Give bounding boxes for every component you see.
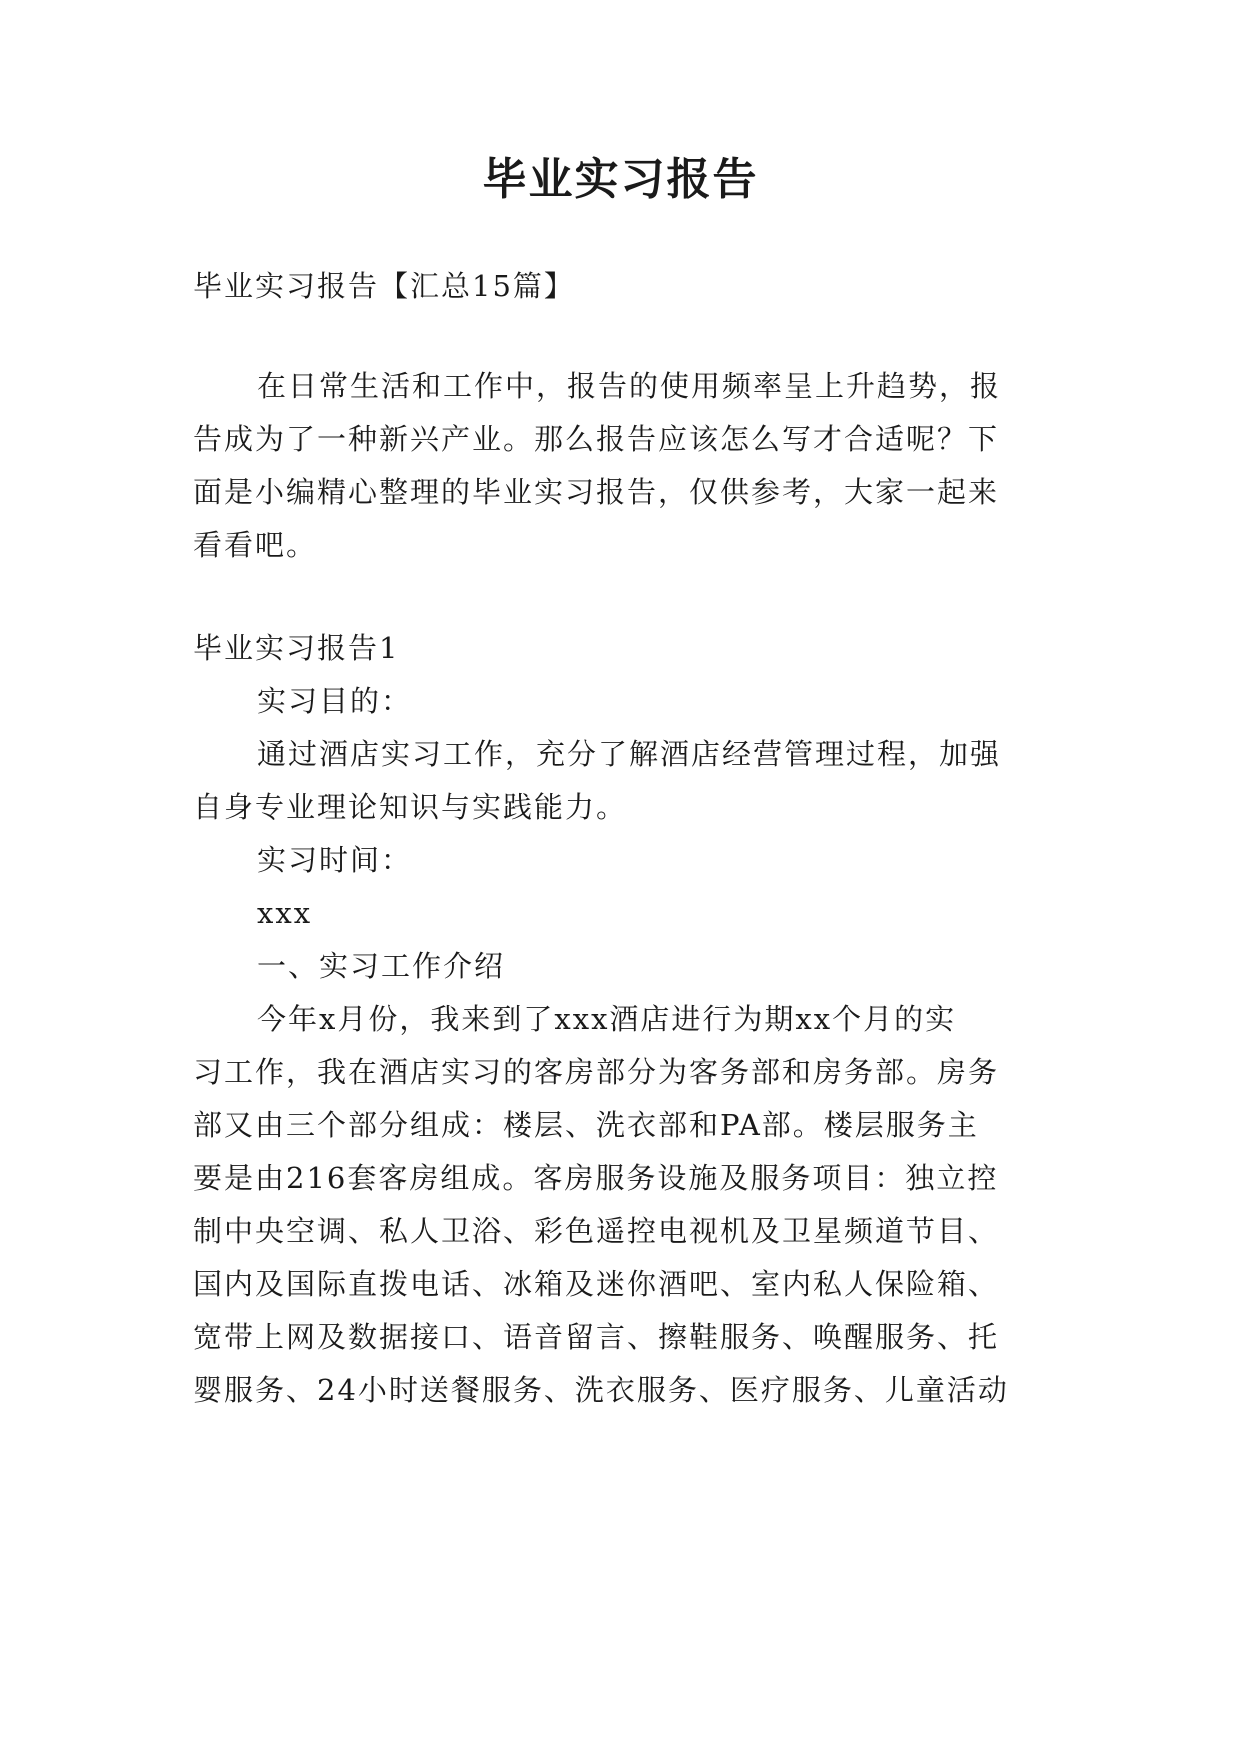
intro-line-4: 看看吧。 xyxy=(193,528,318,562)
intro-line-1: 在日常生活和工作中，报告的使用频率呈上升趋势，报 xyxy=(257,369,1002,403)
part-one-line-5: 制中央空调、私人卫浴、彩色遥控电视机及卫星频道节目、 xyxy=(193,1214,1000,1248)
part-one-line-1: 今年x月份，我来到了xxx酒店进行为期xx个月的实 xyxy=(257,1002,957,1036)
part-one-line-6: 国内及国际直拨电话、冰箱及迷你酒吧、室内私人保险箱、 xyxy=(193,1267,1000,1301)
time-label: 实习时间： xyxy=(257,843,413,877)
part-one-line-4: 要是由216套客房组成。客房服务设施及服务项目：独立控 xyxy=(193,1161,999,1195)
purpose-line-1: 通过酒店实习工作，充分了解酒店经营管理过程，加强 xyxy=(257,737,1002,771)
purpose-label: 实习目的： xyxy=(257,684,413,718)
section-heading: 毕业实习报告1 xyxy=(193,631,400,665)
part-one-line-7: 宽带上网及数据接口、语音留言、擦鞋服务、唤醒服务、托 xyxy=(193,1320,1000,1354)
intro-line-2: 告成为了一种新兴产业。那么报告应该怎么写才合适呢？下 xyxy=(193,422,1000,456)
subtitle-line: 毕业实习报告【汇总15篇】 xyxy=(193,269,575,303)
part-one-line-3: 部又由三个部分组成：楼层、洗衣部和PA部。楼层服务主 xyxy=(193,1108,979,1142)
intro-line-3: 面是小编精心整理的毕业实习报告，仅供参考，大家一起来 xyxy=(193,475,1000,509)
purpose-line-2: 自身专业理论知识与实践能力。 xyxy=(193,790,628,824)
part-one-heading: 一、实习工作介绍 xyxy=(257,949,506,983)
document-title: 毕业实习报告 xyxy=(482,154,759,205)
part-one-line-8: 婴服务、24小时送餐服务、洗衣服务、医疗服务、儿童活动 xyxy=(193,1373,1009,1407)
time-value: xxx xyxy=(257,896,313,930)
part-one-line-2: 习工作，我在酒店实习的客房部分为客务部和房务部。房务 xyxy=(193,1055,1000,1089)
